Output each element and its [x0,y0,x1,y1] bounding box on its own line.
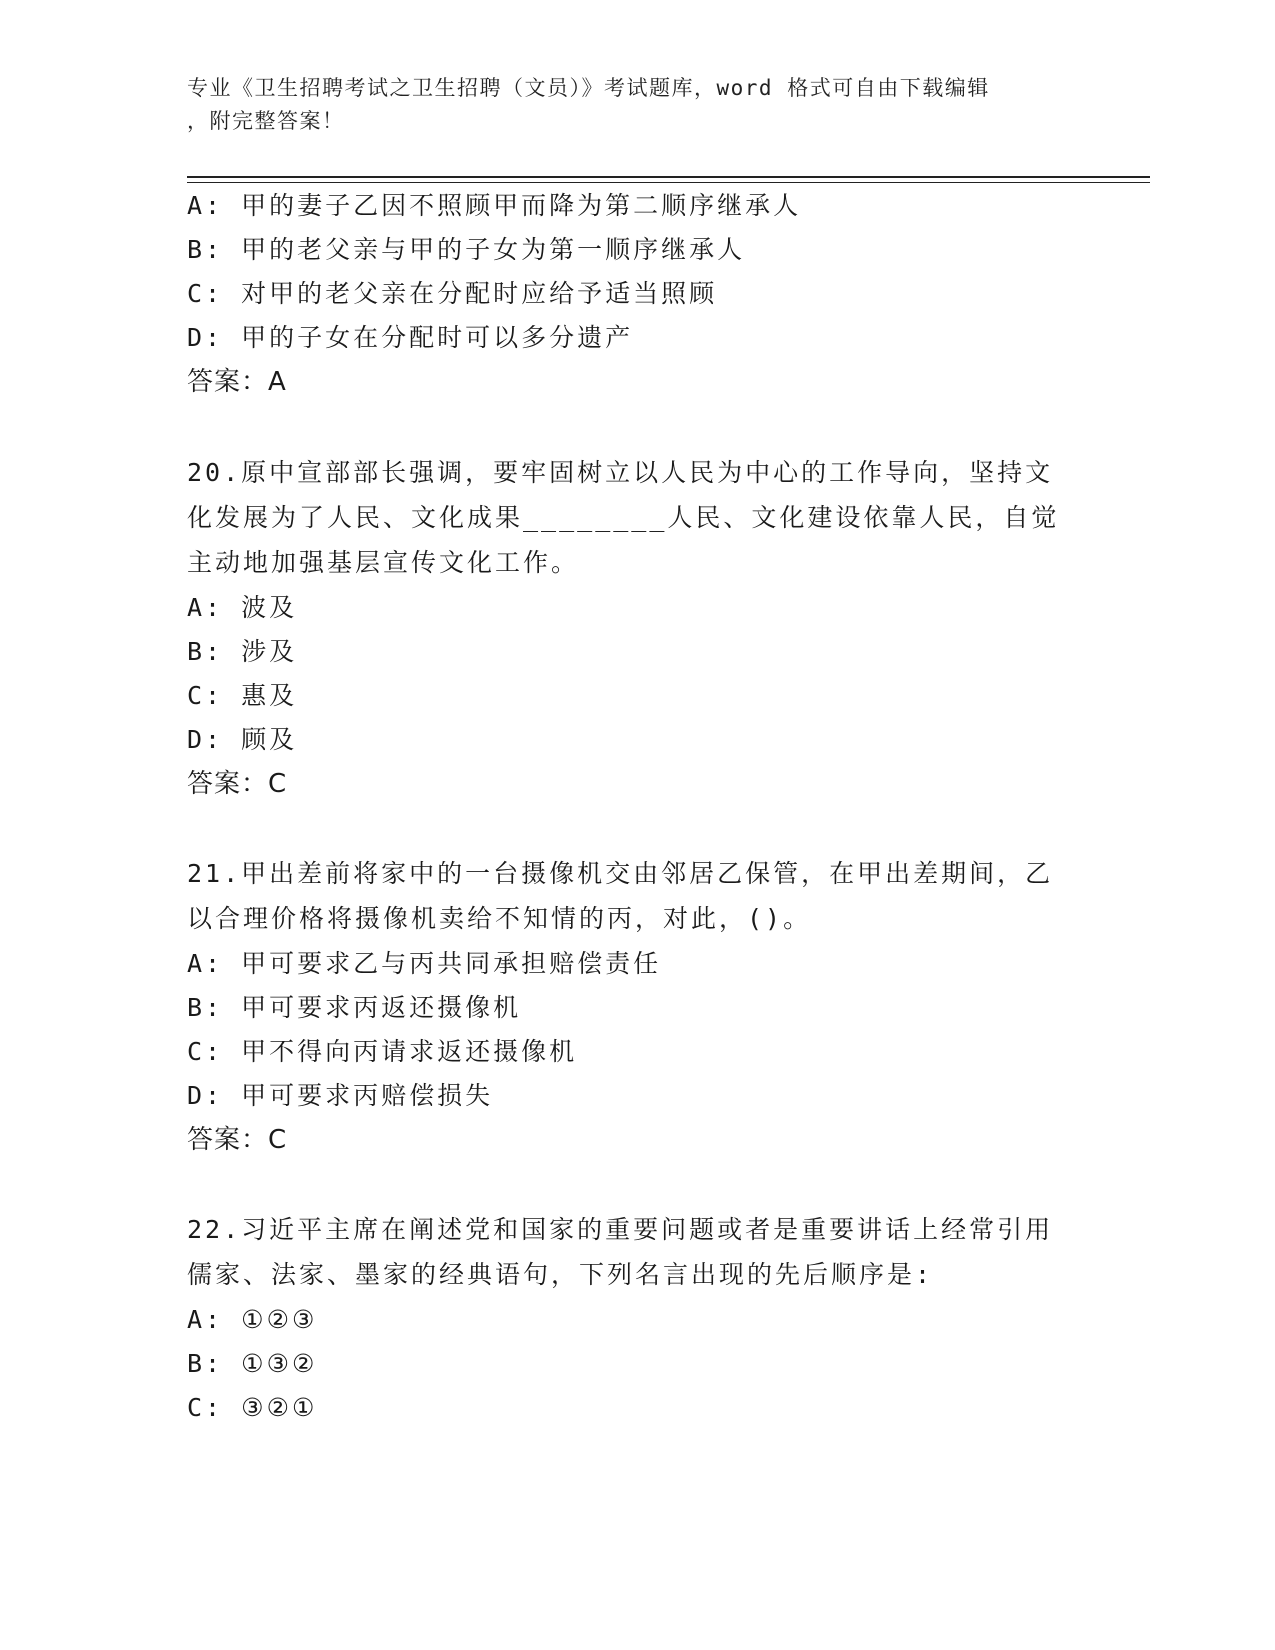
header-line-2: ，附完整答案！ [187,109,345,133]
q20-stem-line-2: 化发展为了人民、文化成果________人民、文化建设依靠人民，自觉 [187,503,1060,532]
q22-option-a: A: ①②③ [187,1305,318,1334]
q21-option-d: D: 甲可要求丙赔偿损失 [187,1081,494,1110]
q22-option-c: C: ③②① [187,1393,318,1422]
q22-stem-line-1: 22.习近平主席在阐述党和国家的重要问题或者是重要讲话上经常引用 [187,1215,1054,1244]
q20-option-d: D: 顾及 [187,725,298,754]
q20-option-c: C: 惠及 [187,681,298,710]
q21-option-c: C: 甲不得向丙请求返还摄像机 [187,1037,578,1066]
q19-option-a: A: 甲的妻子乙因不照顾甲而降为第二顺序继承人 [187,191,802,220]
q19-option-b: B: 甲的老父亲与甲的子女为第一顺序继承人 [187,235,746,264]
header-divider-thick [187,176,1150,178]
q20-answer: 答案：C [187,769,288,799]
q21-option-b: B: 甲可要求丙返还摄像机 [187,993,522,1022]
q20-stem-line-1: 20.原中宣部部长强调，要牢固树立以人民为中心的工作导向，坚持文 [187,458,1054,487]
q19-option-c: C: 对甲的老父亲在分配时应给予适当照顾 [187,279,718,308]
q21-option-a: A: 甲可要求乙与丙共同承担赔偿责任 [187,949,662,978]
q19-answer: 答案：A [187,367,287,397]
document-header [187,72,1067,138]
q21-stem-line-1: 21.甲出差前将家中的一台摄像机交由邻居乙保管，在甲出差期间，乙 [187,859,1054,888]
q22-stem-line-2: 儒家、法家、墨家的经典语句，下列名言出现的先后顺序是: [187,1260,934,1289]
q19-option-d: D: 甲的子女在分配时可以多分遗产 [187,323,634,352]
q22-option-b: B: ①③② [187,1349,318,1378]
q21-answer: 答案：C [187,1125,288,1155]
q20-option-a: A: 波及 [187,593,298,622]
q20-option-b: B: 涉及 [187,637,298,666]
q20-stem-line-3: 主动地加强基层宣传文化工作。 [187,548,580,577]
header-line-1: 专业《卫生招聘考试之卫生招聘（文员）》考试题库，word 格式可自由下载编辑 [187,76,990,100]
q21-stem-line-2: 以合理价格将摄像机卖给不知情的丙，对此，()。 [187,904,812,933]
